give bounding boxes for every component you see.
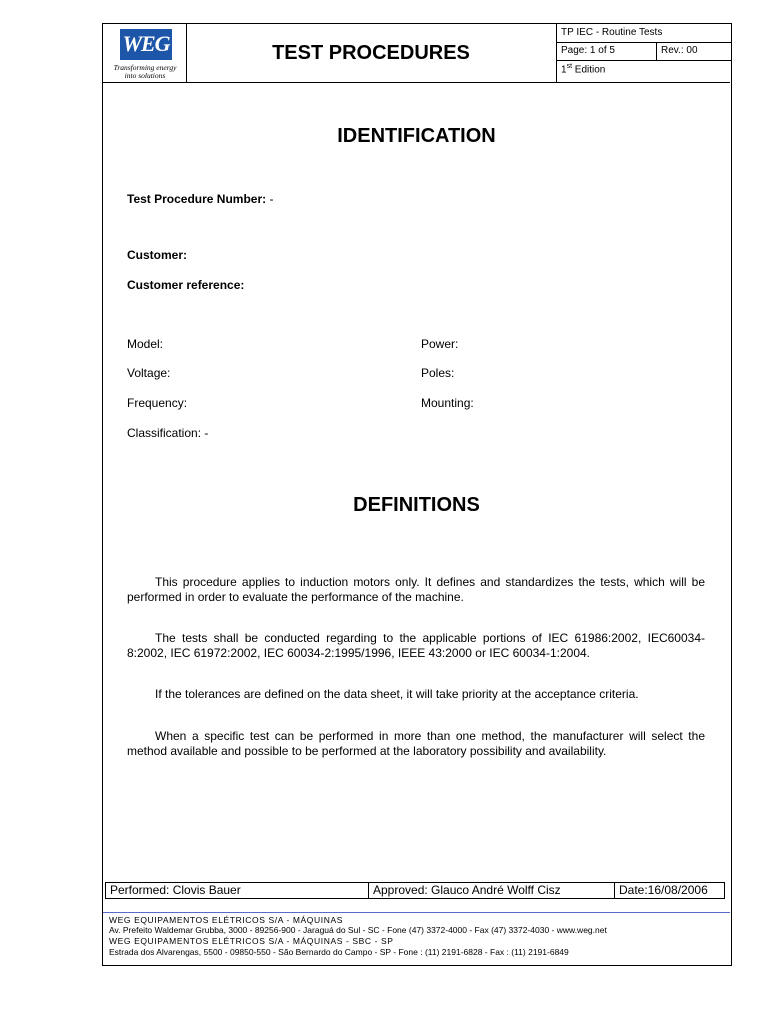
definition-paragraph-3 [127,687,705,702]
identification-heading: IDENTIFICATION [337,125,496,147]
customer-reference-label: Customer reference: [127,278,245,292]
mounting-label: Mounting: [421,396,474,410]
meta-row-page [557,42,731,61]
footer-rule [103,912,730,913]
approved-by: Approved: Glauco André Wolff Cisz [373,883,561,897]
footer-address-1: Av. Prefeito Waldemar Grubba, 3000 - 89256-900 - Jaraguá do Sul - SC - Fone (47) 3372-4000 - Fax (47) 3372-4030 - www.weg.net [109,925,607,935]
logo-cell [103,24,187,82]
page-number: Page: 1 of 5 [561,45,615,56]
footer-address-2: Estrada dos Alvarengas, 5500 - 09850-550 - São Bernardo do Campo - SP - Fone : (11) 2191-6828 - Fax : (11) 2191-6849 [109,947,569,957]
test-procedure-number-label: Test Procedure Number: [127,192,267,206]
definition-text-1: This procedure applies to induction motors only. It defines and standardizes the tests, which will be performed in order to evaluate the performance of the machine. [127,575,705,604]
classification-label: Classification: - [127,426,209,440]
weg-logo [120,29,172,60]
revision: Rev.: 00 [661,45,698,56]
document-meta-table [556,24,731,82]
performed-by: Performed: Clovis Bauer [110,883,241,897]
poles-label: Poles: [421,366,455,380]
signoff-divider [614,883,615,898]
meta-row-edition [557,60,731,78]
logo-tagline [106,64,184,80]
footer-company-1: WEG EQUIPAMENTOS ELÉTRICOS S/A - MÁQUINAS [109,915,343,925]
test-procedure-number [127,192,274,206]
document-title: TEST PROCEDURES [272,42,470,64]
customer-label: Customer: [127,248,188,262]
logo-tagline-line-2: into solutions [124,71,166,80]
definition-paragraph-4 [127,729,705,759]
definition-paragraph-2 [127,631,705,661]
definition-text-3: If the tolerances are defined on the data sheet, it will take priority at the acceptance criteria. [155,687,639,701]
voltage-label: Voltage: [127,366,171,380]
document-header [103,24,730,83]
meta-divider [656,42,657,60]
footer-company-2: WEG EQUIPAMENTOS ELÉTRICOS S/A - MÁQUINAS - SBC - SP [109,936,394,946]
meta-row-doc-id [557,24,731,43]
definition-text-2: The tests shall be conducted regarding to the applicable portions of IEC 61986:2002, IEC60034-8:2002, IEC 61972:2002, IEC 60034-2:1995/1996, IEEE 43:2000 or IEC 60034-1:2004. [127,631,705,660]
signoff-date: Date:16/08/2006 [619,883,708,897]
logo-wordmark: WEG [122,31,170,56]
logo-tagline-line-1: Transforming energy [113,63,177,72]
signoff-table [105,882,725,899]
document-page [102,23,732,966]
power-label: Power: [421,337,459,351]
model-label: Model: [127,337,164,351]
edition-word: Edition [572,64,606,76]
signoff-divider [368,883,369,898]
edition-number: 1 [561,64,567,76]
edition [561,63,605,75]
doc-id: TP IEC - Routine Tests [561,27,663,38]
definition-text-4: When a specific test can be performed in more than one method, the manufacturer will select the method available and possible to be performed at the laboratory possibility and availability. [127,729,705,758]
frequency-label: Frequency: [127,396,188,410]
definition-paragraph-1 [127,575,705,605]
edition-suffix: st [566,63,573,70]
test-procedure-number-value: - [266,192,274,206]
definitions-heading: DEFINITIONS [353,494,480,516]
